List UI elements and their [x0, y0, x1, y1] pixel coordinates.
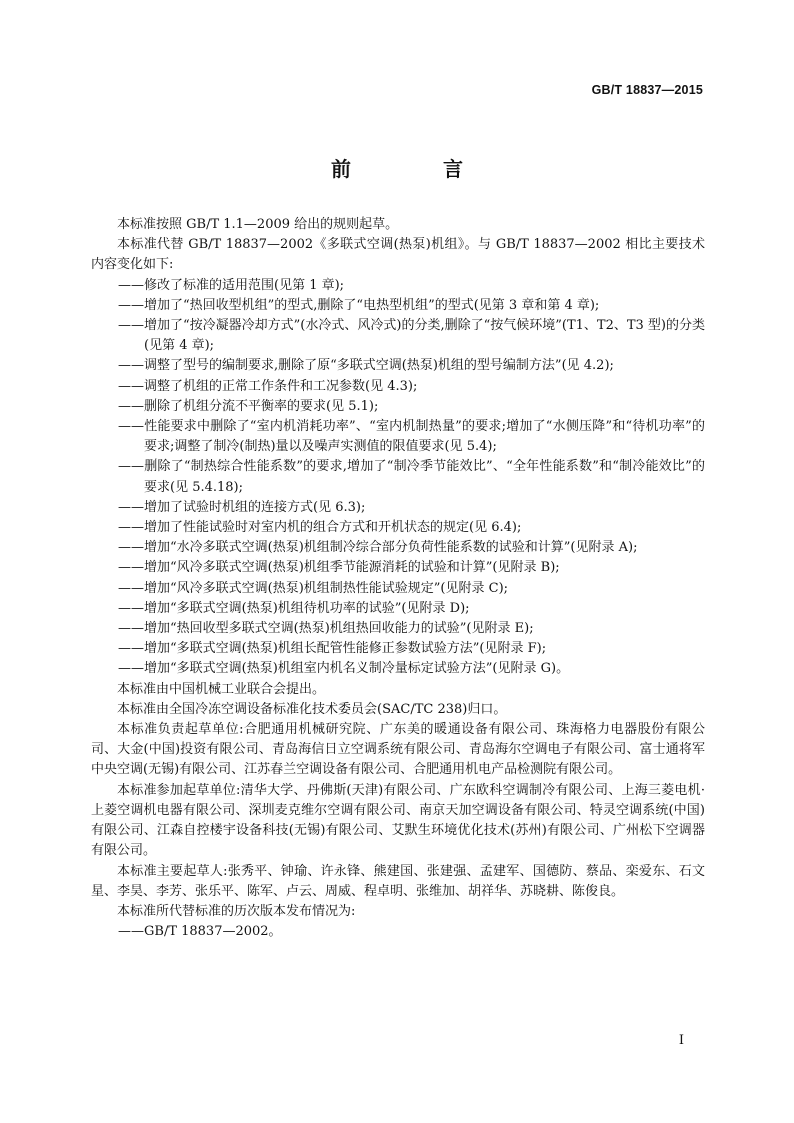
page-title: 前 言 — [331, 157, 499, 181]
paragraph: 本标准参加起草单位:清华大学、丹佛斯(天津)有限公司、广东欧科空调制冷有限公司、上海三菱电机·上菱空调机电器有限公司、深圳麦克维尔空调有限公司、南京天加空调设备有限公司、特灵空调系统(中国)有限公司、江森自控楼宇设备科技(无锡)有限公司、艾默生环境优化技术(苏州)有限公司、广州松下空调器有限公司。 — [91, 782, 705, 859]
change-list-item: ——修改了标准的适用范围(见第 1 章); — [118, 277, 345, 293]
change-list-item: ——增加了性能试验时对室内机的组合方式和开机状态的规定(见 6.4); — [118, 520, 522, 536]
paragraph: 本标准由全国冷冻空调设备标准化技术委员会(SAC/TC 238)归口。 — [117, 701, 507, 717]
change-list-item: ——增加了“按冷凝器冷却方式”(水冷式、风冷式)的分类,删除了“按气候环境”(T1、T2、T3 型)的分类(见第 4 章); — [118, 318, 705, 354]
paragraph: 本标准主要起草人:张秀平、钟瑜、许永锋、熊建国、张建强、孟建军、国德防、蔡品、栾爱东、石文星、李昊、李芳、张乐平、陈军、卢云、周威、程卓明、张维加、胡祥华、苏晓耕、陈俊良。 — [91, 863, 705, 899]
change-list-item: ——删除了“制热综合性能系数”的要求,增加了“制冷季节能效比”、“全年性能系数”和“制冷能效比”的要求(见 5.4.18); — [118, 459, 705, 495]
paragraph: 本标准代替 GB/T 18837—2002《多联式空调(热泵)机组》。与 GB/T 18837—2002 相比主要技术内容变化如下: — [91, 237, 705, 273]
change-list-item: ——性能要求中删除了“室内机消耗功率”、“室内机制热量”的要求;增加了“水侧压降”和“待机功率”的要求;调整了制冷(制热)量以及噪声实测值的限值要求(见 5.4); — [118, 419, 705, 455]
paragraph: 本标准由中国机械工业联合会提出。 — [117, 681, 326, 697]
change-list-item: ——增加“风冷多联式空调(热泵)机组季节能源消耗的试验和计算”(见附录 B); — [118, 560, 560, 576]
change-list-item: ——增加“多联式空调(热泵)机组室内机名义制冷量标定试验方法”(见附录 G)。 — [118, 661, 570, 677]
change-list-item: ——增加“水冷多联式空调(热泵)机组制冷综合部分负荷性能系数的试验和计算”(见附录 A); — [118, 540, 638, 556]
paragraph: 本标准所代替标准的历次版本发布情况为: — [117, 903, 356, 919]
change-list-item: ——删除了机组分流不平衡率的要求(见 5.1); — [118, 398, 379, 414]
change-list-item: ——调整了机组的正常工作条件和工况参数(见 4.3); — [118, 378, 418, 394]
change-list-item: ——增加“热回收型多联式空调(热泵)机组热回收能力的试验”(见附录 E); — [118, 621, 534, 637]
paragraph: 本标准按照 GB/T 1.1—2009 给出的规则起草。 — [117, 217, 399, 232]
change-list-item: ——增加了试验时机组的连接方式(见 6.3); — [118, 499, 366, 515]
change-list-item: ——增加了“热回收型机组”的型式,删除了“电热型机组”的型式(见第 3 章和第 4 章); — [118, 297, 600, 313]
page-number: I — [678, 1033, 684, 1048]
change-list-item: ——增加“多联式空调(热泵)机组待机功率的试验”(见附录 D); — [118, 600, 470, 616]
change-list-item: ——调整了型号的编制要求,删除了原“多联式空调(热泵)机组的型号编制方法”(见 4.2); — [118, 358, 614, 374]
change-list-item: ——增加“多联式空调(热泵)机组长配管性能修正参数试验方法”(见附录 F); — [118, 641, 547, 657]
change-list-item: ——增加“风冷多联式空调(热泵)机组制热性能试验规定”(见附录 C); — [118, 580, 509, 596]
history-list-item: ——GB/T 18837—2002。 — [118, 924, 282, 940]
standard-code: GB/T 18837—2015 — [591, 83, 703, 97]
document-body — [91, 215, 705, 942]
paragraph: 本标准负责起草单位:合肥通用机械研究院、广东美的暖通设备有限公司、珠海格力电器股份有限公司、大金(中国)投资有限公司、青岛海信日立空调系统有限公司、青岛海尔空调电子有限公司、富士通将军中央空调(无锡)有限公司、江苏春兰空调设备有限公司、合肥通用机电产品检测院有限公司。 — [91, 722, 705, 778]
